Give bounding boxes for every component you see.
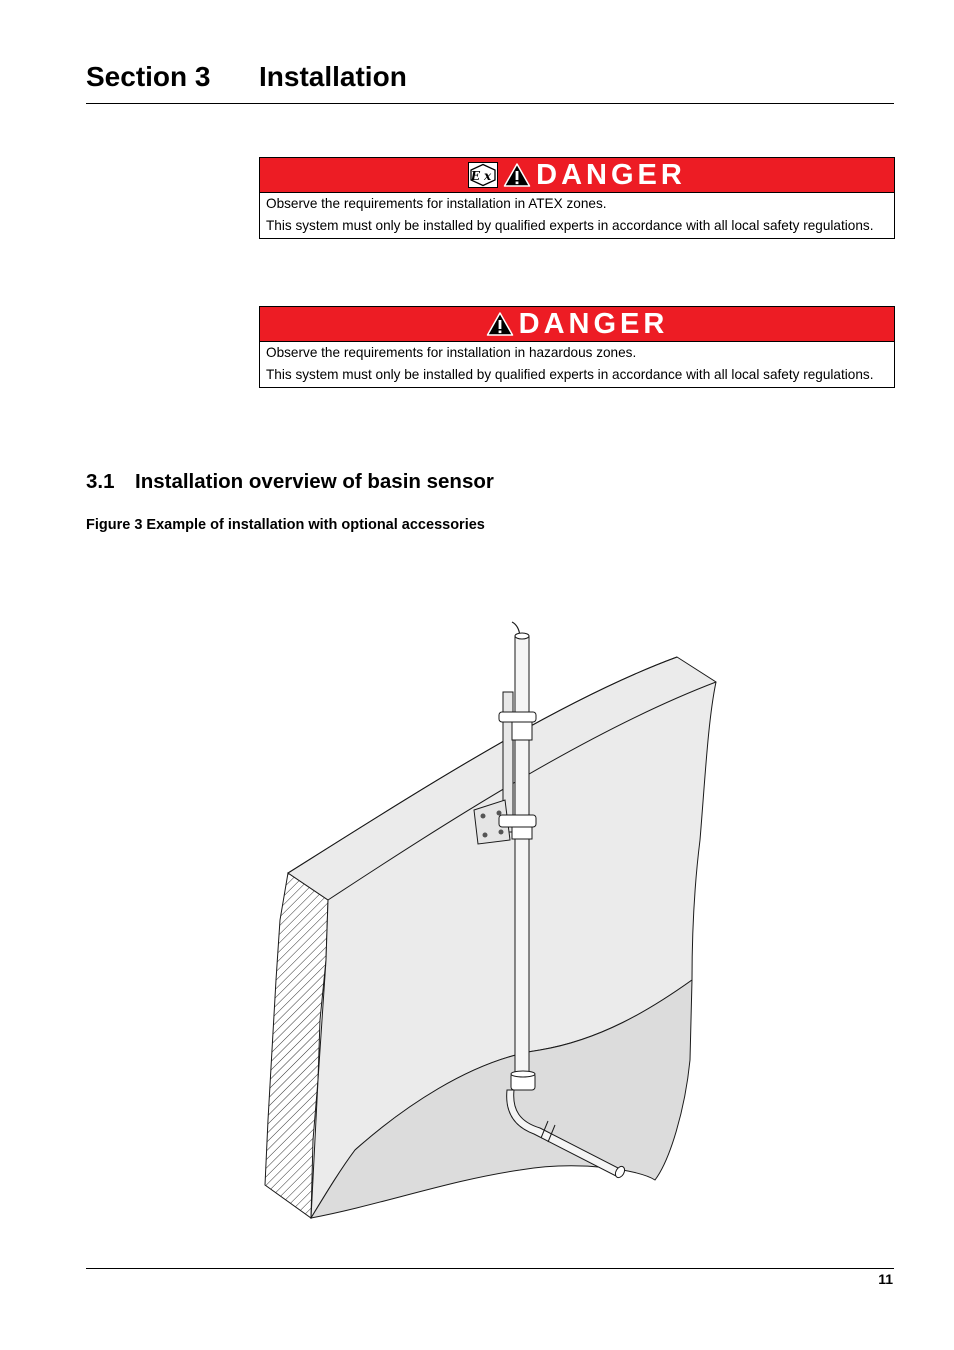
danger-line: This system must only be installed by qualified experts in accordance with all local safety regulations.: [266, 217, 874, 233]
bracket-bolt: [483, 833, 488, 838]
section-number: Section 3: [86, 61, 211, 92]
lower-clamp: [499, 815, 536, 827]
warning-triangle-icon: [486, 311, 514, 337]
warning-triangle-icon: [503, 162, 531, 188]
danger-label: DANGER: [518, 307, 669, 340]
footer-rule: [86, 1268, 894, 1269]
danger-box-atex: [259, 157, 895, 239]
danger-body: [260, 342, 894, 387]
svg-text:Ex: Ex: [471, 169, 496, 183]
installation-illustration: [255, 615, 725, 1225]
subsection-heading: [86, 470, 494, 494]
ex-atex-icon: [468, 162, 498, 188]
upper-clamp-ring: [512, 722, 532, 740]
page-number: 11: [878, 1271, 893, 1287]
sensor-pipe: [515, 636, 529, 1078]
upper-clamp: [499, 712, 536, 722]
bracket-bolt: [499, 830, 504, 835]
danger-body: [260, 193, 894, 238]
section-header: [86, 60, 894, 104]
pipe-top: [515, 633, 529, 639]
subsection-title: Installation overview of basin sensor: [135, 470, 494, 493]
lower-clamp-ring: [512, 827, 532, 839]
danger-line: This system must only be installed by qualified experts in accordance with all local safety regulations.: [266, 366, 874, 382]
danger-line: Observe the requirements for installation in ATEX zones.: [266, 196, 607, 211]
coupling-top: [511, 1071, 535, 1077]
danger-box-hazardous: [259, 306, 895, 388]
installation-figure: [255, 615, 725, 1225]
danger-banner: [260, 307, 894, 342]
danger-label: DANGER: [536, 158, 686, 191]
figure-caption: Figure 3 Example of installation with optional accessories: [86, 517, 485, 533]
danger-banner: [260, 158, 894, 193]
subsection-number: 3.1: [86, 470, 115, 493]
section-title: Installation: [259, 61, 407, 92]
danger-line: Observe the requirements for installation in hazardous zones.: [266, 345, 637, 360]
bracket-bolt: [481, 814, 486, 819]
